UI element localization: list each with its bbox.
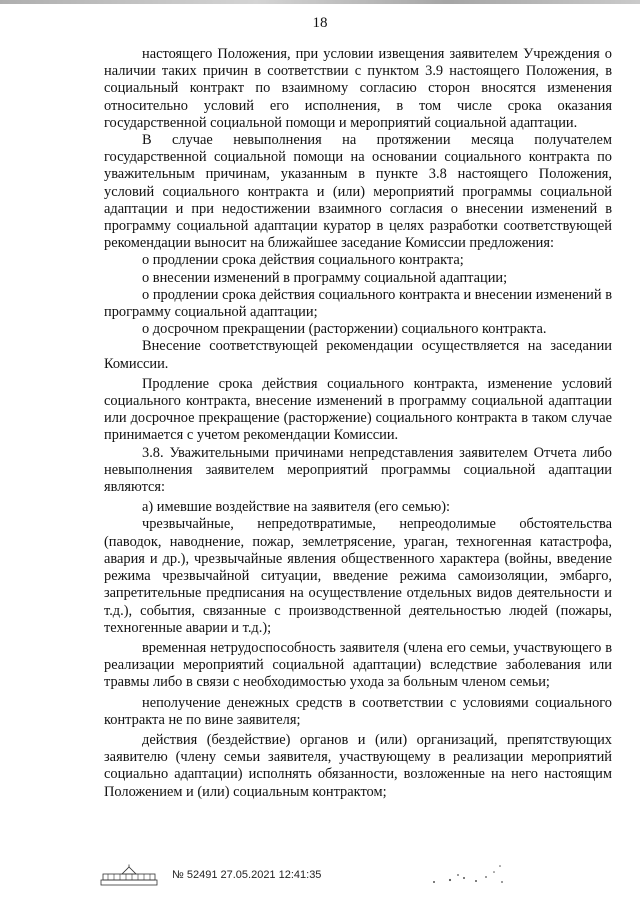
paragraph-decision: Продление срока действия социального контракта, изменение условий социального контракта, внесение изменений в программу социальной адаптации или досрочное прекращение (расторжение) социального контракта в таком случае принимается с учетом рекомендации Комиссии. <box>104 375 612 444</box>
list-item-extend-and-amend: о продлении срока действия социального контракта и внесении изменений в программу социальной адаптации; <box>104 286 612 321</box>
document-registration-stamp: № 52491 27.05.2021 12:41:35 <box>172 869 322 881</box>
list-item-extend-term: о продлении срока действия социального контракта; <box>142 252 464 269</box>
list-item-a: а) имевшие воздействие на заявителя (его семью): <box>142 499 451 516</box>
building-seal-icon <box>100 864 158 886</box>
paragraph-force-majeure: чрезвычайные, непредотвратимые, непреодолимые обстоятельства (паводок, наводнение, пожар, землетрясение, ураган, техногенная катастрофа, авария и др.), чрезвычайные явления общественного характера (войны, введение режима чрезвычайной ситуации, введение режима самоизоляции, эмбарго, запретительные предписания на осуществление отдельных видов деятельности и т.д.), события, связанные с производственной деятельностью людей (пожары, техногенные аварии и т.д.); <box>104 516 612 636</box>
list-item-amend-program: о внесении изменений в программу социальной адаптации; <box>142 269 508 286</box>
document-footer <box>100 864 321 886</box>
page-number: 18 <box>312 15 328 31</box>
paragraph-section-3-8: 3.8. Уважительными причинами непредставления заявителем Отчета либо невыполнения заявителем мероприятий программы социальной адаптации являются: <box>104 444 612 496</box>
list-item-early-termination: о досрочном прекращении (расторжении) социального контракта. <box>142 321 547 338</box>
document-body <box>104 46 612 801</box>
paragraph-continuation: настоящего Положения, при условии извещения заявителем Учреждения о наличии таких причин в соответствии с пунктом 3.9 настоящего Положения, в социальный контракт по взаимному согласию сторон вносятся изменения относительно условий его исполнения, в том числе срока оказания государственной социальной помощи и мероприятий социальной адаптации. <box>104 46 612 131</box>
scan-top-edge <box>0 0 640 4</box>
faint-stamp-marks <box>428 860 518 890</box>
paragraph-recommendation: Внесение соответствующей рекомендации осуществляется на заседании Комиссии. <box>104 338 612 372</box>
paragraph-obstruction: действия (бездействие) органов и (или) организаций, препятствующих заявителю (члену семьи заявителя, участвующему в реализации мероприятий социально адаптации) исполнять обязанности, возложенные на него настоящим Положением и (или) социальным контрактом; <box>104 731 612 800</box>
paragraph-nonfulfillment: В случае невыполнения на протяжении месяца получателем государственной социальной помощи на основании социального контракта по уважительным причинам, указанным в пункте 3.8 настоящего Положения, условий социального контракта и (или) мероприятий программы социальной адаптации и при недостижении взаимного согласия о внесении изменений в программу социальной адаптации куратор в целях разработки соответствующей рекомендации выносит на ближайшее заседание Комиссии предложения: <box>104 132 612 252</box>
paragraph-nonreceipt-funds: неполучение денежных средств в соответствии с условиями социального контракта не по вине заявителя; <box>104 694 612 728</box>
paragraph-disability: временная нетрудоспособность заявителя (члена его семьи, участвующего в реализации мероприятий социальной адаптации) вследствие заболевания или травмы либо в связи с необходимостью ухода за больным членом семьи; <box>104 639 612 691</box>
